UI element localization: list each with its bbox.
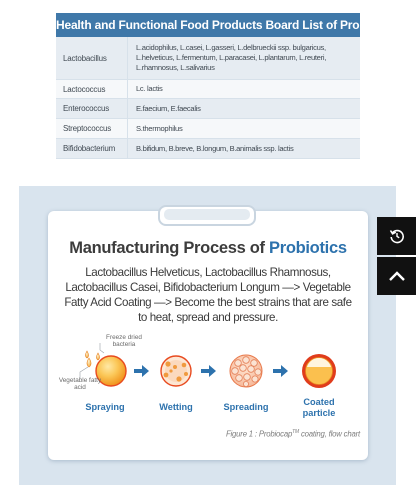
caption-trademark: TM [292,429,299,435]
genus-cell: Lactobacillus [56,37,128,79]
label-vegetable-fatty-acid: Vegetable fatty acid [58,377,102,391]
replay-icon [389,228,405,244]
step-spraying: Spraying [85,402,125,412]
process-title-main: Manufacturing Process of [69,239,265,257]
step-coated-particle: Coated particle [302,397,336,418]
caption-text-end: coating, flow chart [298,429,360,439]
species-cell: L.acidophilus, L.casei, L.gasseri, L.delbrueckii ssp. bulgaricus, L.helveticus, L.fermentum, L.paracasei, L.plantarum, L.reuteri, L.rhamnosus, L.salivarius [136,43,327,72]
step-wetting: Wetting [159,402,193,412]
replay-button[interactable] [377,217,416,255]
genus-cell: Enterococcus [56,99,128,118]
caption-text: Figure 1 : Probiocap [225,429,293,439]
species-cell: S.thermophilus [136,123,183,133]
wetting-icon [161,356,191,386]
genus-cell: Streptococcus [56,119,128,138]
genus-cell: Lactococcus [56,80,128,98]
chevron-up-icon [388,270,406,282]
species-cell: E.faecium, E.faecalis [136,103,201,113]
scroll-top-button[interactable] [377,257,416,295]
species-cell: B.bifidum, B.breve, B.longum, B.animalis ssp. lactis [136,143,294,153]
process-title-accent: Probiotics [269,239,347,257]
flow-arrows [134,365,288,377]
process-description: Lactobacillus Helveticus, Lactobacillus Rhamnosus, Lactobacillus Casei, Bifidobacterium Longum —> Vegetable Fatty Acid Coating —> Become the best strains that are safe to heat, spread and pressure. [64,266,352,324]
step-spreading: Spreading [223,402,269,412]
coated-particle-icon [302,354,336,388]
label-freeze-dried-bacteria: Freeze dried bacteria [106,334,142,348]
figure-caption [150,429,360,439]
species-cell: Lc. lactis [136,84,163,93]
spreading-icon [230,355,262,387]
table-title: Health and Functional Food Products Board List of Probiotics [56,13,360,37]
genus-cell: Bifidobacterium [56,139,128,158]
